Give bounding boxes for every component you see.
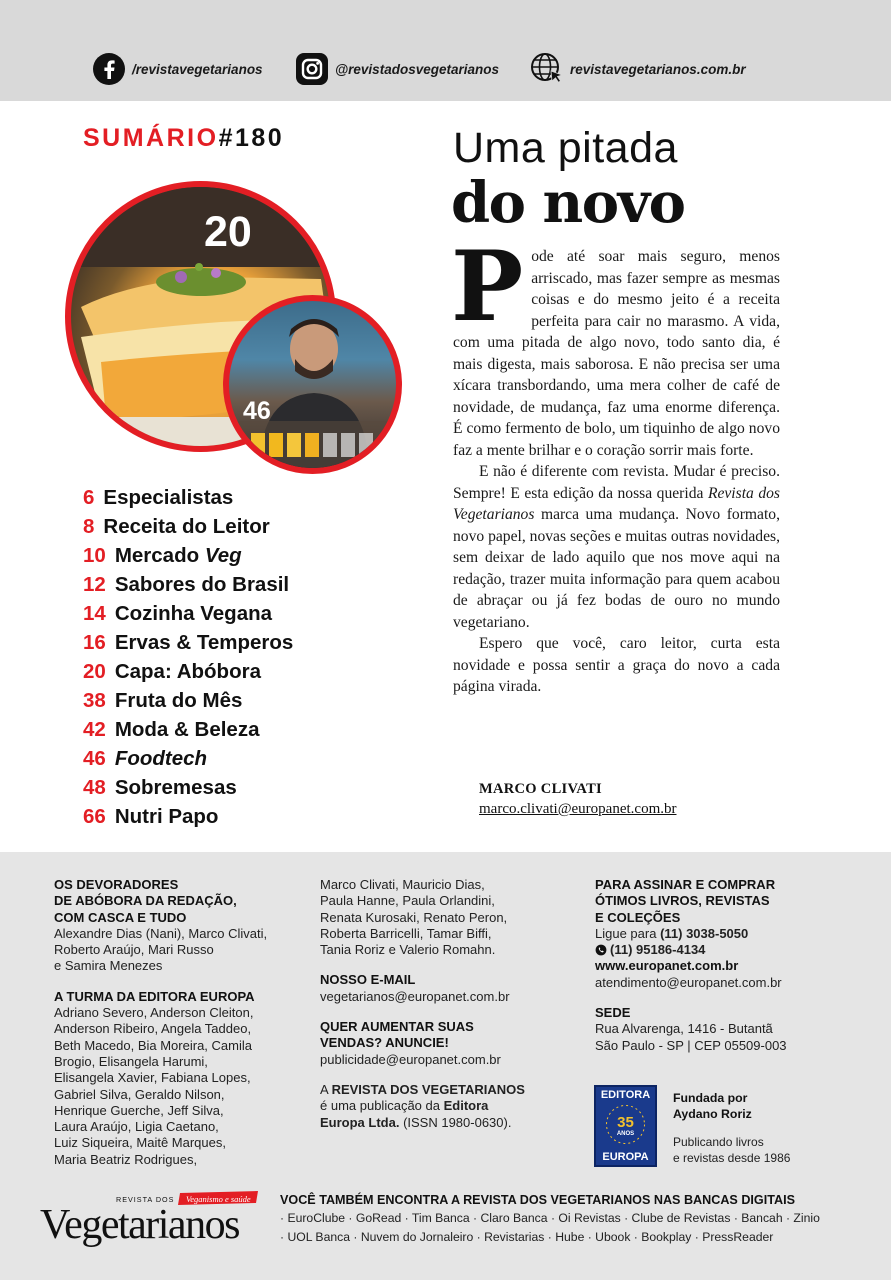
toc-page: 46 bbox=[83, 746, 106, 770]
toc-item[interactable] bbox=[83, 541, 293, 570]
foodtech-page-number: 46 bbox=[243, 397, 271, 425]
section-heading: OS DEVORADORES bbox=[54, 877, 179, 892]
toc-item[interactable] bbox=[83, 686, 293, 715]
instagram-handle[interactable]: @revistadosvegetarianos bbox=[335, 61, 499, 77]
logo-text-top: EDITORA bbox=[600, 1089, 651, 1101]
summary-label: SUMÁRIO bbox=[83, 124, 219, 152]
address-line: São Paulo - SP | CEP 05509-003 bbox=[595, 1037, 787, 1053]
editora-europa-logo bbox=[594, 1085, 657, 1167]
toc-title: Sobremesas bbox=[114, 775, 237, 799]
section-heading: COM CASCA E TUDO bbox=[54, 909, 187, 925]
publisher-name: Europa Ltda. bbox=[320, 1114, 400, 1130]
facebook-handle[interactable]: /revistavegetarianos bbox=[132, 61, 263, 77]
section-heading: E COLEÇÕES bbox=[595, 909, 681, 925]
magazine-name: REVISTA DOS VEGETARIANOS bbox=[331, 1081, 525, 1097]
credit-line: Laura Araújo, Ligia Caetano, bbox=[54, 1119, 219, 1135]
toc-item[interactable] bbox=[83, 570, 293, 599]
toc-page: 6 bbox=[83, 485, 95, 509]
credit-line: Roberta Barricelli, Tamar Biffi, bbox=[320, 925, 492, 941]
toc-title-italic: Veg bbox=[204, 543, 242, 567]
toc-title: Sabores do Brasil bbox=[114, 572, 290, 596]
logo-years-number: 35 bbox=[617, 1114, 634, 1131]
issn-text: (ISSN 1980-0630). bbox=[399, 1114, 512, 1130]
phone-line bbox=[595, 926, 865, 942]
toc-item[interactable] bbox=[83, 657, 293, 686]
toc-title: Capa: Abóbora bbox=[114, 659, 261, 683]
founder-name: Aydano Roriz bbox=[673, 1107, 752, 1122]
toc-item[interactable] bbox=[83, 483, 293, 512]
credit-line: Tania Roriz e Valerio Romahn. bbox=[320, 942, 496, 958]
section-heading: ÓTIMOS LIVROS, REVISTAS bbox=[595, 893, 770, 909]
editorial-paragraph bbox=[453, 461, 780, 633]
credit-line: Adriano Severo, Anderson Cleiton, bbox=[54, 1005, 254, 1021]
toc-item[interactable] bbox=[83, 628, 293, 657]
toc-page: 12 bbox=[83, 572, 106, 596]
whatsapp-number[interactable]: (11) 95186-4134 bbox=[610, 942, 706, 958]
publisher-note-text: A bbox=[320, 1081, 332, 1097]
digital-stores-list: · UOL Banca · Nuvem do Jornaleiro · Revistarias · Hube · Ubook · Bookplay · PressReader bbox=[280, 1230, 774, 1244]
credit-line: Beth Macedo, Bia Moreira, Camila bbox=[54, 1037, 252, 1053]
ads-email-link[interactable]: publicidade@europanet.com.br bbox=[320, 1051, 501, 1067]
logo-text-bottom: EUROPA bbox=[602, 1151, 649, 1163]
credit-line: Roberto Araújo, Mari Russo bbox=[54, 942, 214, 958]
publisher-note bbox=[320, 1115, 580, 1131]
credits-column-3 bbox=[595, 877, 865, 1054]
address-line: Rua Alvarenga, 1416 - Butantã bbox=[595, 1021, 773, 1037]
toc-item[interactable] bbox=[83, 512, 293, 541]
toc-page: 66 bbox=[83, 804, 106, 828]
logo-tagline: Veganismo e saúde bbox=[186, 1194, 251, 1204]
whatsapp-icon bbox=[595, 944, 607, 956]
credit-line: Gabriel Silva, Geraldo Nilson, bbox=[54, 1086, 225, 1102]
credit-line: Renata Kurosaki, Renato Peron, bbox=[320, 909, 508, 925]
toc-title: Nutri Papo bbox=[114, 804, 219, 828]
credit-line: e Samira Menezes bbox=[54, 958, 163, 974]
toc-page: 10 bbox=[83, 543, 106, 567]
publisher-name: Editora bbox=[443, 1098, 489, 1114]
editorial-paragraph-text: Espero que você, caro leitor, curta esta novidade e possa sentir a graça do novo a cada página virada. bbox=[453, 635, 780, 695]
publisher-note bbox=[320, 1082, 580, 1098]
toc-page: 16 bbox=[83, 630, 106, 654]
facebook-icon bbox=[92, 52, 126, 86]
cover-page-number: 20 bbox=[204, 208, 252, 256]
summary-heading bbox=[83, 124, 284, 153]
logo-main-text: Vegetarianos bbox=[40, 1202, 239, 1248]
toc-page: 14 bbox=[83, 601, 106, 625]
issue-number: #180 bbox=[218, 124, 285, 152]
section-heading: PARA ASSINAR E COMPRAR bbox=[595, 877, 776, 892]
credit-line: Paula Hanne, Paula Orlandini, bbox=[320, 893, 495, 909]
editorial-body bbox=[451, 230, 780, 698]
section-heading: VENDAS? ANUNCIE! bbox=[320, 1035, 449, 1051]
founded-line: Fundada por bbox=[673, 1091, 748, 1105]
section-heading: DE ABÓBORA DA REDAÇÃO, bbox=[54, 893, 237, 909]
editorial-paragraph bbox=[453, 633, 780, 698]
credits-column-1 bbox=[54, 877, 309, 1168]
toc-title bbox=[115, 544, 242, 568]
toc-item[interactable] bbox=[83, 744, 293, 773]
social-bar bbox=[0, 0, 891, 101]
editorial-title-light: Uma pitada bbox=[453, 124, 678, 172]
toc-title: Cozinha Vegana bbox=[114, 601, 273, 625]
toc-title: Fruta do Mês bbox=[114, 688, 243, 712]
social-website[interactable] bbox=[530, 52, 746, 86]
toc-item[interactable] bbox=[83, 715, 293, 744]
credit-line: Marco Clivati, Mauricio Dias, bbox=[320, 877, 485, 892]
website-link[interactable]: revistavegetarianos.com.br bbox=[570, 61, 746, 77]
toc-page: 48 bbox=[83, 775, 106, 799]
toc-title-text: Mercado bbox=[114, 543, 205, 567]
editorial-paragraph-text: ode até soar mais seguro, menos arriscado, mas fazer sempre as mesmas coisas e do mesmo jeito é a receita perfeita para cair no marasmo. A vida, com uma pitada de algo novo, todo santo dia, é mais digesta, mais saborosa. E não precisa ser uma xícara transbordando, uma mera colher de café de novidade, de mudança, faz uma enorme diferença. É como fermento de bolo, um tiquinho de algo novo faz a mente brilhar e o coração sorrir mais forte. bbox=[453, 248, 780, 459]
section-heading: SEDE bbox=[595, 1005, 631, 1021]
credit-line: Anderson Ribeiro, Angela Taddeo, bbox=[54, 1021, 252, 1037]
editorial-title-bold: do novo bbox=[451, 170, 685, 236]
toc-title: Ervas & Temperos bbox=[114, 630, 294, 654]
table-of-contents bbox=[83, 483, 293, 831]
toc-page: 20 bbox=[83, 659, 106, 683]
toc-title bbox=[115, 747, 207, 771]
toc-title: Receita do Leitor bbox=[103, 514, 270, 538]
founded-note bbox=[673, 1090, 793, 1166]
toc-page: 42 bbox=[83, 717, 106, 741]
revista-vegetarianos-logo bbox=[40, 1191, 270, 1251]
toc-title-italic: Foodtech bbox=[114, 746, 208, 770]
toc-item[interactable] bbox=[83, 773, 293, 802]
service-email-link[interactable]: atendimento@europanet.com.br bbox=[595, 974, 782, 990]
credit-line: Luiz Siqueira, Maitê Marques, bbox=[54, 1135, 226, 1151]
toc-page: 38 bbox=[83, 688, 106, 712]
social-facebook[interactable] bbox=[92, 52, 263, 86]
social-instagram[interactable] bbox=[295, 52, 499, 86]
editorial-paragraph-text: E não é diferente com revista. Mudar é preciso. Sempre! E esta edição da nossa querida bbox=[453, 463, 780, 502]
magazine-name-italic: Revista dos Vegetarianos bbox=[453, 484, 780, 523]
logo-small-text: REVISTA DOS bbox=[116, 1195, 175, 1204]
publisher-note-text: é uma publicação da bbox=[320, 1098, 444, 1114]
foodtech-portrait-photo bbox=[223, 295, 402, 474]
store-website-link[interactable]: www.europanet.com.br bbox=[595, 958, 739, 974]
credit-line: Brogio, Elisangela Harumi, bbox=[54, 1053, 208, 1069]
globe-cursor-icon bbox=[530, 52, 564, 86]
digital-stores bbox=[280, 1193, 860, 1245]
toc-page: 8 bbox=[83, 514, 95, 538]
publishing-line: Publicando livros bbox=[673, 1134, 764, 1149]
credit-line: Maria Beatriz Rodrigues, bbox=[54, 1151, 198, 1167]
section-heading: A TURMA DA EDITORA EUROPA bbox=[54, 988, 255, 1004]
editorial-paragraph bbox=[451, 230, 780, 461]
author-name: MARCO CLIVATI bbox=[479, 781, 603, 797]
logo-years-label: ANOS bbox=[616, 1131, 635, 1137]
instagram-icon bbox=[295, 52, 329, 86]
phone-label: Ligue para bbox=[595, 925, 661, 941]
editorial-paragraph-text: marca uma mudança. Novo formato, novo papel, novas seções e muitas outras novidades, sem deixar de lado aquilo que nos move aqui na redação, trazer muita informação para quem acabou de abraçar ou já fez bodas de ouro no mundo vegetariano. bbox=[453, 506, 780, 631]
whatsapp-line bbox=[595, 942, 865, 958]
toc-title: Especialistas bbox=[103, 485, 234, 509]
digital-stores-list: · EuroClube · GoRead · Tim Banca · Claro Banca · Oi Revistas · Clube de Revistas · Bancah · Zinio bbox=[280, 1211, 820, 1225]
toc-item[interactable] bbox=[83, 599, 293, 628]
person-portrait-illustration bbox=[229, 301, 396, 468]
stars-seal-icon bbox=[605, 1104, 646, 1145]
credits-column-2 bbox=[320, 877, 580, 1131]
author-email-link[interactable]: marco.clivati@europanet.com.br bbox=[479, 801, 677, 817]
publisher-note bbox=[320, 1098, 580, 1114]
credit-line: Alexandre Dias (Nani), Marco Clivati, bbox=[54, 925, 268, 941]
toc-title: Moda & Beleza bbox=[114, 717, 260, 741]
toc-item[interactable] bbox=[83, 802, 293, 831]
digital-stores-heading: VOCÊ TAMBÉM ENCONTRA A REVISTA DOS VEGETARIANOS NAS BANCAS DIGITAIS bbox=[280, 1193, 795, 1207]
credit-line: Elisangela Xavier, Fabiana Lopes, bbox=[54, 1070, 251, 1086]
section-heading: QUER AUMENTAR SUAS bbox=[320, 1019, 474, 1035]
editorial-signature bbox=[479, 781, 676, 818]
section-heading: NOSSO E-MAIL bbox=[320, 972, 416, 988]
phone-number[interactable]: (11) 3038-5050 bbox=[660, 925, 749, 941]
credit-line: Henrique Guerche, Jeff Silva, bbox=[54, 1102, 224, 1118]
contact-email-link[interactable]: vegetarianos@europanet.com.br bbox=[320, 988, 510, 1004]
publishing-line: e revistas desde 1986 bbox=[673, 1150, 791, 1165]
drop-cap: P bbox=[451, 230, 524, 343]
